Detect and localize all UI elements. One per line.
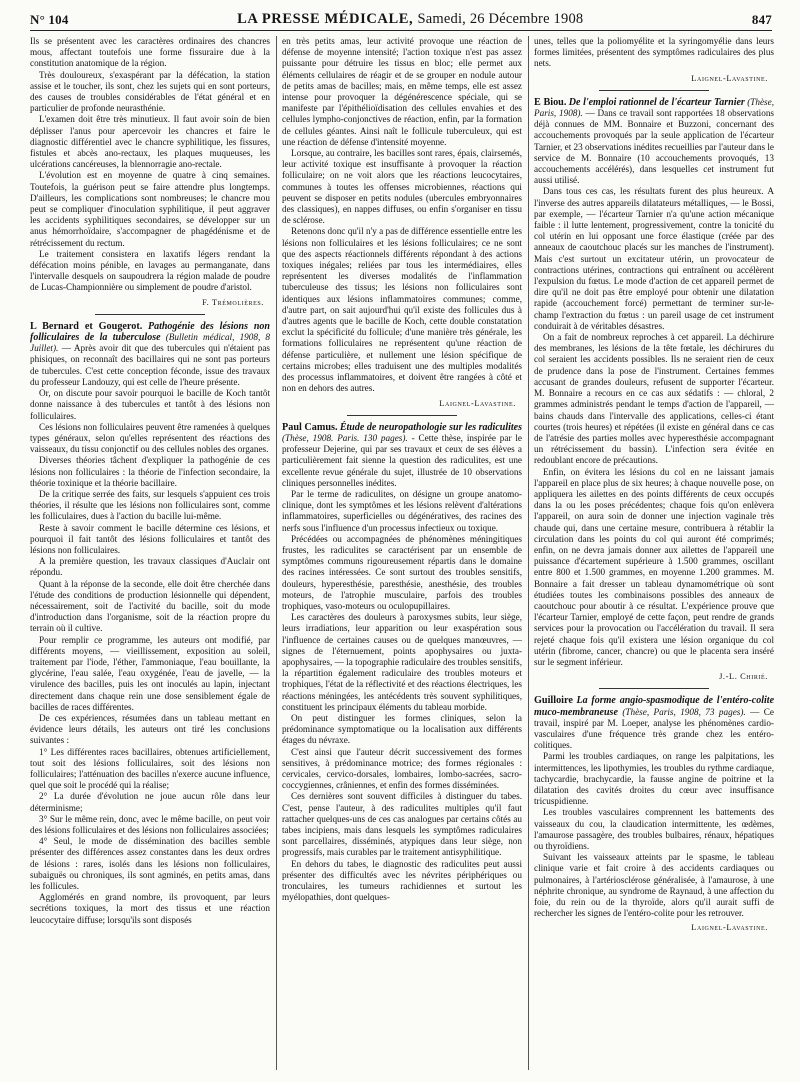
paragraph: Les troubles vasculaires comprennent les battements des vaisseaux du cou, la claudication intermittente, les œdèmes, l'amaurose passagère, des troubles bulbaires, rénaux, hépatiques ou thyroïdiens. [534, 807, 774, 852]
article-title: De l'emploi rationnel de l'écarteur Tarnier [568, 96, 745, 108]
column-3 [534, 36, 774, 1074]
paragraph: Agglomérés en grand nombre, ils provoquent, par leurs secrétions toxiques, la mort des tissus et une réaction leucocytaire diffuse; lorsqu'ils sont disposés [30, 892, 270, 925]
paragraph: Quant à la réponse de la seconde, elle doit être cherchée dans l'étude des conditions de production lésionnelle qui dépendent, nécessairement, soit de l'activité du bacille, soit du mode d'introduction dans l'organisme, soit de la réaction propre du terrain où il cultive. [30, 578, 270, 634]
article-separator [95, 314, 205, 315]
paragraph: Suivant les vaisseaux atteints par le spasme, le tableau clinique varie et fait croire à des accidents cardiaques ou pulmonaires, à l'artériosclérose généralisée, à l'amaurose, à une néphrite chronique, au syndrome de Raynaud, à une affection du foie, du rein ou de la thyroïde, alors qu'il aurait suffi de rechercher les signes de l'entéro-colite pour les retrouver. [534, 852, 774, 919]
paragraph: - Cette thèse, inspirée par le professeur Dejerine, qui par ses travaux et ceux de ses élèves a particulièrement fait sienne la question des radiculites, est une excellente revue générale du sujet, illustrée de 10 observations cliniques personnelles inédites. [282, 432, 522, 488]
article-reference: (Bulletin médical, 1908, 8 Juillet). [30, 332, 270, 354]
article-reference: (Thèse, Paris, 1908). [534, 96, 774, 119]
article-authors: L Bernard et Gougerot. [30, 320, 143, 332]
intro-article [30, 36, 270, 308]
article-bernard-gougerot-continued [282, 36, 522, 409]
article-heading [534, 97, 774, 187]
paragraph: — Dans ce travail sont rapportées 18 observations déjà connues de MM. Bonnaire et Buzzoni, concernant des accouchements provoqués par la seule application de l'écarteur Tarnier, et 23 observations inédites recueillies par l'auteur dans le service de M. Bonnaire (10 accouchements provoqués, 13 accouchements accélérés), dans lesquelles cet instrument fut aussi utilisé. [534, 108, 774, 186]
paragraph: Ils se présentent avec les caractères ordinaires des chancres mous, affectant toutefois une forme fissuraire due à la constitution anatomique de la région. [30, 36, 270, 69]
paragraph: En dehors du tabes, le diagnostic des radiculites peut aussi présenter des difficultés avec les névrites périphériques ou tronculaires, les tumeurs rachidiennes et surtout les myélopathies, dont quelques- [282, 858, 522, 903]
column-1 [30, 36, 270, 1074]
article-heading [534, 695, 774, 751]
issue-number: N° 104 [30, 12, 69, 27]
paragraph: L'examen doit être très minutieux. Il faut avoir soin de bien déplisser l'anus pour apercevoir les chancres et faire le diagnostic différentiel avec le chancre syphilitique, les fissures, fistules et abcès ano-rectaux, les plaques muqueuses, les ulcérations cancéreuses, la blennorragie ano-rectale. [30, 114, 270, 170]
article-reference: (Thèse, 1908. Paris. 130 pages). [282, 432, 408, 443]
paragraph: A la première question, les travaux classiques d'Auclair ont répondu. [30, 556, 270, 578]
paragraph: — Après avoir dit que des tubercules qui n'étaient pas phisiques, on reconnaît des bacillaires qui ne sont pas porteurs de tubercules. C'est cette conception féconde, issue des travaux du professeur Landouzy, qui est celle de l'heure présente. [30, 343, 270, 387]
paragraph: On peut distinguer les formes cliniques, selon la prédominance symptomatique ou la localisation aux différents étages du névraxe. [282, 712, 522, 746]
column-2 [282, 36, 522, 1074]
article-camus-continued [534, 36, 774, 84]
paragraph: Parmi les troubles cardiaques, on range les palpitations, les intermittences, les lipothymies, les troubles du rythme cardiaque, tachycardie, brachycardie, la fausse angine de poitrine et la dilatation des cavités droites du cœur avec insuffisance tricuspidienne. [534, 751, 774, 807]
article-separator [599, 688, 709, 689]
signature: F. Trémolières. [202, 297, 264, 307]
paragraph: Retenons donc qu'il n'y a pas de différence essentielle entre les lésions non folliculaires et les lésions folliculaires; ce ne sont que des aspects réactionnels différents répondant à des actions toxiques inégales; reliées par tous les intermédiaires, elles représentent les diverses modalités de l'inflammation tuberculeuse des tissus; les lésions non folliculaires sont identiques aux lésions inflammatoires communes; comme, d'autre part, on sait aujourd'hui qu'il existe des follicules dus à d'autres agents que le bacille de Koch, cette double constatation exclut la spécificité du follicule; d'une manière très générale, les formations folliculaires ne représentent qu'une réaction de défense particulière, et nullement une lésion spécifique de certains microbes; elles traduisent une des multiples modalités des processus inflammatoires, et doivent être rangées à côté et non en dehors des autres. [282, 226, 522, 394]
paragraph: 2° La durée d'évolution ne joue aucun rôle dans leur déterminisme; [30, 791, 270, 813]
paragraph: Précédées ou accompagnées de phénomènes méningitiques frustes, les radiculites se caractérisent par un ensemble de symptômes communs rigoureusement répartis dans le domaine des racines intéressées. Ce sont surtout des troubles sensitifs, douleurs, hyperesthésie, paresthésie, anesthésie, des troubles moteurs, de l'atrophie musculaire, parfois des troubles trophiques, vaso-moteurs ou oculopupillaires. [282, 533, 522, 611]
paragraph: Lorsque, au contraire, les bacilles sont rares, épais, clairsemés, leur activité toxique est insuffisante à provoquer la réaction folliculaire; on ne voit alors que les réactions leucocytaires, communes à toutes les offenses microbiennes, réactions qui peuvent se disposer en petits nodules (ubercules embryonnaires des classiques), en nappes diffuses, ou enfin s'organiser en tissu de sclérose. [282, 148, 522, 226]
paragraph: Ces lésions non folliculaires peuvent être ramenées à quelques types généraux, selon qu'elles représentent des réactions des vaisseaux, du tissu conjonctif ou des cellules nobles des organes. [30, 421, 270, 455]
article-authors: Paul Camus. [282, 421, 338, 433]
paragraph: 1° Les différentes races bacillaires, obtenues artificiellement, tout soit des lésions folliculaires, soit des lésions non folliculaires; l'atténuation des bacilles n'exerce aucune influence, quel que soit le procédé qui la réalise; [30, 746, 270, 791]
paragraph: Le traitement consistera en laxatifs légers rendant la défécation moins pénible, en lavages au permanganate, dans l'intervalle desquels on saupoudrera la région malade de poudre de Lucas-Championnière ou simplement de poudre d'aristol. [30, 248, 270, 293]
paragraph: Or, on discute pour savoir pourquoi le bacille de Koch tantôt donne naissance à des tubercules et tantôt à des lésions non folliculaires. [30, 388, 270, 421]
paragraph: L'évolution est en moyenne de quatre à cinq semaines. Toutefois, la guérison peut se faire attendre plus longtemps. D'ailleurs, les complications sont nombreuses; le chancre mou peut se compliquer d'inoculation syphilitique, il peut aggraver les accidents syphilitiques secondaires, se développer sur un anus hémorrhoïdaire, s'accompagner de phagédénisme et de rétrécissement du rectum. [30, 170, 270, 248]
article-title: Étude de neuropathologie sur les radiculites [339, 421, 522, 433]
paragraph: — Ce travail, inspiré par M. Loeper, analyse les phénomènes cardio-vasculaires d'une fréquence très grande chez les entéro-colitiques. [534, 706, 774, 751]
header-rule [30, 30, 772, 31]
column-divider [276, 36, 277, 1070]
signature: J.-L. Chirié. [719, 672, 768, 682]
signature: Laignel-Lavastine. [691, 73, 768, 83]
page-header [30, 0, 772, 28]
paragraph: 4° Seul, le mode de dissémination des bacilles semble présenter des différences assez constantes dans les deux ordres de lésions : rares, isolés dans les lésions non folliculaires, subaiguës ou chroniques, ils sont agminés, en petits amas, dans les follicules. [30, 836, 270, 892]
article-biou [534, 97, 774, 683]
paragraph: unes, telles que la poliomyélite et la syringomyélie dans leurs formes limitées, présentent des symptômes radiculaires des plus nets. [534, 36, 774, 69]
paragraph: Enfin, on évitera les lésions du col en ne laissant jamais l'appareil en place plus de six heures; à chaque nouvelle pose, on appliquera les ailettes en des points différents de ceux occupés dans la ou les poses précédentes; chaque fois qu'on enlèvera l'appareil, on aura soin de donner une injection vaginale très chaude qui, dans une certaine mesure, contribuera à rétablir la circulation dans les points du col qui auront été comprimés; enfin, on ne devra jamais donner aux ailettes de l'appareil une puissance d'écartement supérieure à 1.500 grammes, oscillant entre 800 et 1.500 grammes, en moyenne 1.200 grammes. M. Bonnaire a fait dresser un tableau dynamométrique où sont étudiées toutes les combinaisons possibles des anneaux de caoutchouc pour aboutir à ce résultat. L'expérience prouve que l'écarteur Tarnier, employé de cette façon, peut rendre de grands services pour la provocation ou l'accélération du travail. Il sera rejeté chaque fois qu'il existera une lésion organique du col utérin (fibrome, cancer, chancre) ou que le placenta sera inséré sur le segment inférieur. [534, 466, 774, 667]
journal-name: LA PRESSE MÉDICALE, [237, 11, 414, 27]
paragraph: On a fait de nombreux reproches à cet appareil. La déchirure des membranes, les lésions de la tête fœtale, les déchirures du col seraient les accidents possibles. Ils ne seraient rien de ceux de prudence dans la pose de l'instrument. Certaines femmes accusant de grandes douleurs, refusent de supporter l'écarteur. M. Bonnaire a recours en ce cas aux sédatifs : — chloral, 2 grammes administrés pendant le temps d'action de l'appareil, — bains chauds dans l'intervalle des applications, celles-ci étant courtes (trois heures) et répétées (il existe en général dans ce cas de l'atrésie des parties molles avec hyperesthésie accompagnant un rétrécissement du bassin). L'infection sera évitée en redoublant encore de précautions. [534, 332, 774, 466]
paragraph: Ces dernières sont souvent difficiles à distinguer du tabes. C'est, pense l'auteur, à des radiculites multiples qu'il faut rattacher quelques-uns de ces cas analogues par certains côtés au tabes incipiens, mais dans lesquels les symptômes radiculaires sont parcellaires, disséminés, atypiques dans leur siège, non progressifs, mais curables par le traitement antisyphilitique. [282, 791, 522, 858]
issue-date: Samedi, 26 Décembre 1908 [417, 11, 584, 27]
article-title: La forme angio-spasmodique de l'entéro-colite muco-membraneuse [534, 695, 774, 718]
article-authors: Guilloire [534, 695, 573, 707]
signature: Laignel-Lavastine. [439, 398, 516, 408]
article-separator [599, 90, 709, 91]
paragraph: Les caractères des douleurs à paroxysmes subits, leur siège, leurs irradiations, leur apparition ou leur exaspération sous l'influence de certaines causes ou de quelques manœuvres, — signes de l'éternuement, points apophysaires ou juxta-apophysaires, — la topographie radiculaire des troubles sensitifs, la répartition également radiculaire des troubles moteurs et trophiques, l'état de la réflectivité et des réactions électriques, les réactions méningées, les antécédents très souvent syphilitiques, constituent les principaux éléments du tableau morbide. [282, 612, 522, 712]
page-number: 847 [751, 12, 772, 27]
paragraph: Très douloureux, s'exaspérant par la défécation, la station assise et le toucher, ils sont, chez les sujets qui en sont porteurs, des causes de troubles considérables de l'état général et en particulier de profonde neurasthénie. [30, 69, 270, 114]
paragraph: Reste à savoir comment le bacille détermine ces lésions, et pourquoi il fait tantôt des lésions folliculaires et tantôt des lésions non folliculaires. [30, 522, 270, 555]
paragraph: Par le terme de radiculites, on désigne un groupe anatomo-clinique, dont les symptômes et les lésions relèvent d'altérations inflammatoires, superficielles ou dégénératives, des racines des nerfs sous l'influence d'un processus infectieux ou toxique. [282, 488, 522, 533]
paragraph: C'est ainsi que l'auteur décrit successivement des formes sensitives, à prédominance motrice; des formes régionales : cervicales, cervico-dorsales, lombaires, lombo-sacrées, sacro-coccygiennes, crâniennes, et enfin des formes disséminées. [282, 746, 522, 791]
journal-title [237, 11, 583, 28]
article-authors: E Biou. [534, 96, 567, 108]
signature: Laignel-Lavastine. [691, 923, 768, 933]
paragraph: Pour remplir ce programme, les auteurs ont modifié, par différents moyens, — vieillissement, exposition au soleil, traitement par l'iode, l'éther, l'ammoniaque, l'eau bouillante, la glycérine, l'eau salée, l'eau oxygénée, l'eau de javelle, — la virulence des bacilles, puis les ont inoculés au lapin, injectant directement dans chaque rein une dose sensiblement égale de bacilles de races différentes. [30, 634, 270, 712]
paragraph: en très petits amas, leur activité provoque une réaction de défense de moyenne intensité; l'action toxique n'est pas assez puissante pour détruire les tissus en bloc; elle permet aux éléments cellulaires de réagir et de se grouper en nodule autour de petits amas de bacilles; mais, en même temps, elle est assez intense pour provoquer la dégénérescence spéciale, qui se manifeste par l'épithélioïdisation des cellules envahies et des cellules lympho-conjonctives de réaction, enfin, par la formation de cellules géantes. Ainsi naît le follicule tuberculeux, qui est une réaction de défense d'intensité moyenne. [282, 36, 522, 147]
paragraph: De la critique serrée des faits, sur lesquels s'appuient ces trois théories, il résulte que les lésions non folliculaires sont, comme les folliculaires, dues à l'action du bacille lui-même. [30, 488, 270, 522]
article-guilloire [534, 695, 774, 933]
paragraph: Diverses théories tâchent d'expliquer la pathogénie de ces lésions non folliculaires : la théorie de l'infection secondaire, la théorie toxinique et la théorie bacillaire. [30, 455, 270, 488]
paragraph: Dans tous ces cas, les résultats furent des plus heureux. A l'inverse des autres appareils dilatateurs métalliques, — le Bossi, par exemple, — l'écarteur Tarnier n'a qu'une action mécanique faible : il lutte lentement, progressivement, contre la tonicité du col utérin en lui opposant une force élastique (créée par des anneaux de caoutchouc placés sur les manches de l'instrument). Mais c'est surtout un excitateur utérin, un provocateur de contractions utérines, contractions qui entraînent ou accélèrent l'expulsion du fœtus. Le mode d'action de cet appareil permet de dire qu'il ne doit pas être employé pour obtenir une dilatation rapide (accouchement forcé) permettant de terminer sur-le-champ l'extraction du fœtus : un pareil usage de cet instrument conduirait à de véritables désastres. [534, 186, 774, 331]
article-title: Pathogénie des lésions non folliculaires de la tuberculose [30, 320, 270, 344]
article-separator [347, 415, 457, 416]
column-divider [528, 36, 529, 1070]
article-bernard-gougerot [30, 321, 270, 926]
article-camus [282, 422, 522, 904]
article-heading [282, 422, 522, 489]
paragraph: 3° Sur le même rein, donc, avec le même bacille, on peut voir des lésions folliculaires et des lésions non folliculaires associées; [30, 813, 270, 836]
article-heading [30, 321, 270, 388]
article-reference: (Thèse, Paris, 1908, 73 pages). [622, 706, 746, 717]
paragraph: De ces expériences, résumées dans un tableau mettant en évidence leurs détails, les auteurs ont tiré les conclusions suivantes : [30, 712, 270, 746]
